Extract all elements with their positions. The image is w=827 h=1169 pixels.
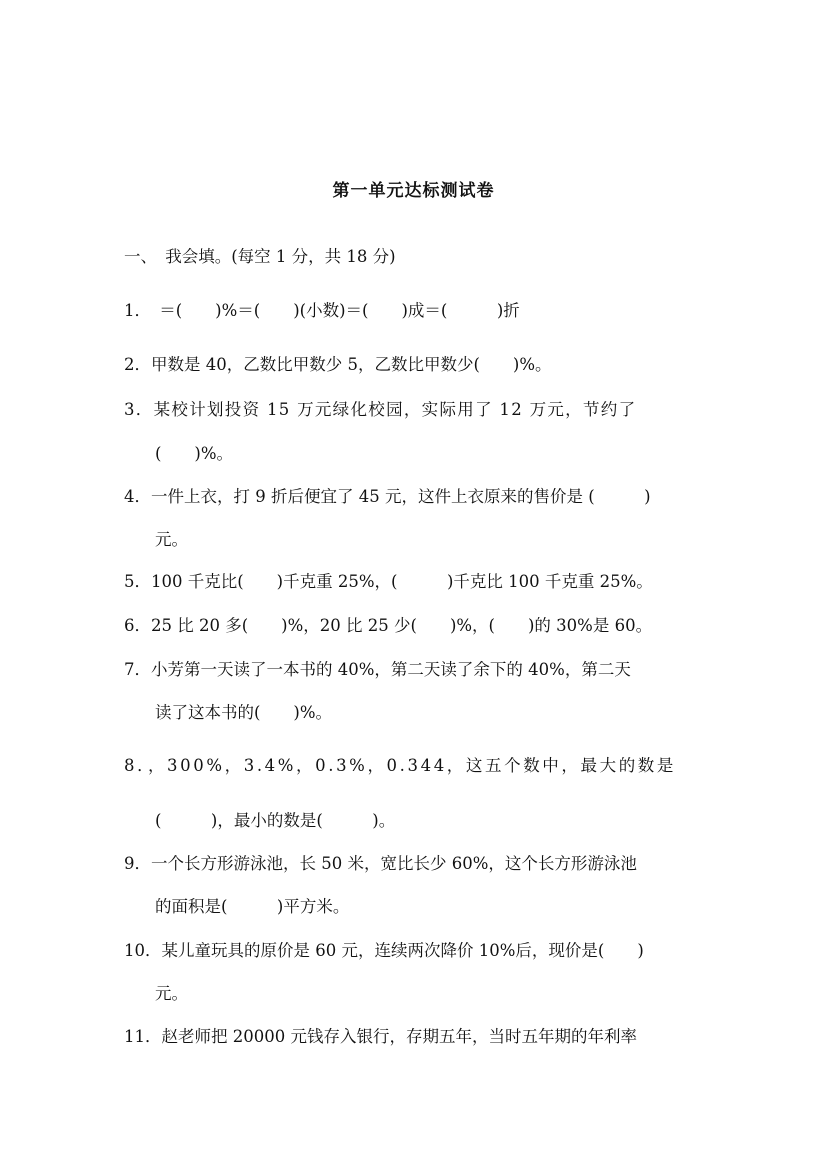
question-5: 5．100 千克比( )千克重 25%，( )千克比 100 千克重 25%。 <box>124 572 653 591</box>
question-8-continued: ( )，最小的数是( )。 <box>155 811 396 830</box>
question-6: 6．25 比 20 多( )%，20 比 25 少( )%，( )的 30%是 60。 <box>124 616 653 635</box>
question-10-continued: 元。 <box>155 984 188 1003</box>
page-title: 第一单元达标测试卷 <box>332 181 495 201</box>
question-4: 4．一件上衣，打 9 折后便宜了 45 元，这件上衣原来的售价是 ( ) <box>124 487 651 506</box>
question-11: 11．赵老师把 20000 元钱存入银行，存期五年，当时五年期的年利率 <box>124 1027 637 1046</box>
question-7-continued: 读了这本书的( )%。 <box>155 703 333 722</box>
question-7: 7．小芳第一天读了一本书的 40%，第二天读了余下的 40%，第二天 <box>124 660 631 679</box>
question-3-continued: ( )%。 <box>155 444 234 463</box>
question-2: 2．甲数是 40，乙数比甲数少 5，乙数比甲数少( )%。 <box>124 355 552 374</box>
question-8: 8．，300%，3.4%，0.3%，0.344，这五个数中，最大的数是 <box>124 756 676 775</box>
question-9-continued: 的面积是( )平方米。 <box>155 897 350 916</box>
question-9: 9．一个长方形游泳池，长 50 米，宽比长少 60%，这个长方形游泳池 <box>124 854 637 873</box>
question-3: 3．某校计划投资 15 万元绿化校园，实际用了 12 万元，节约了 <box>124 400 637 419</box>
question-4-continued: 元。 <box>155 530 188 549</box>
question-10: 10．某儿童玩具的原价是 60 元，连续两次降价 10%后，现价是( ) <box>124 941 644 960</box>
question-1: 1． ＝( )%＝( )(小数)＝( )成＝( )折 <box>124 301 520 320</box>
section-heading: 一、 我会填。(每空 1 分，共 18 分) <box>124 247 396 266</box>
